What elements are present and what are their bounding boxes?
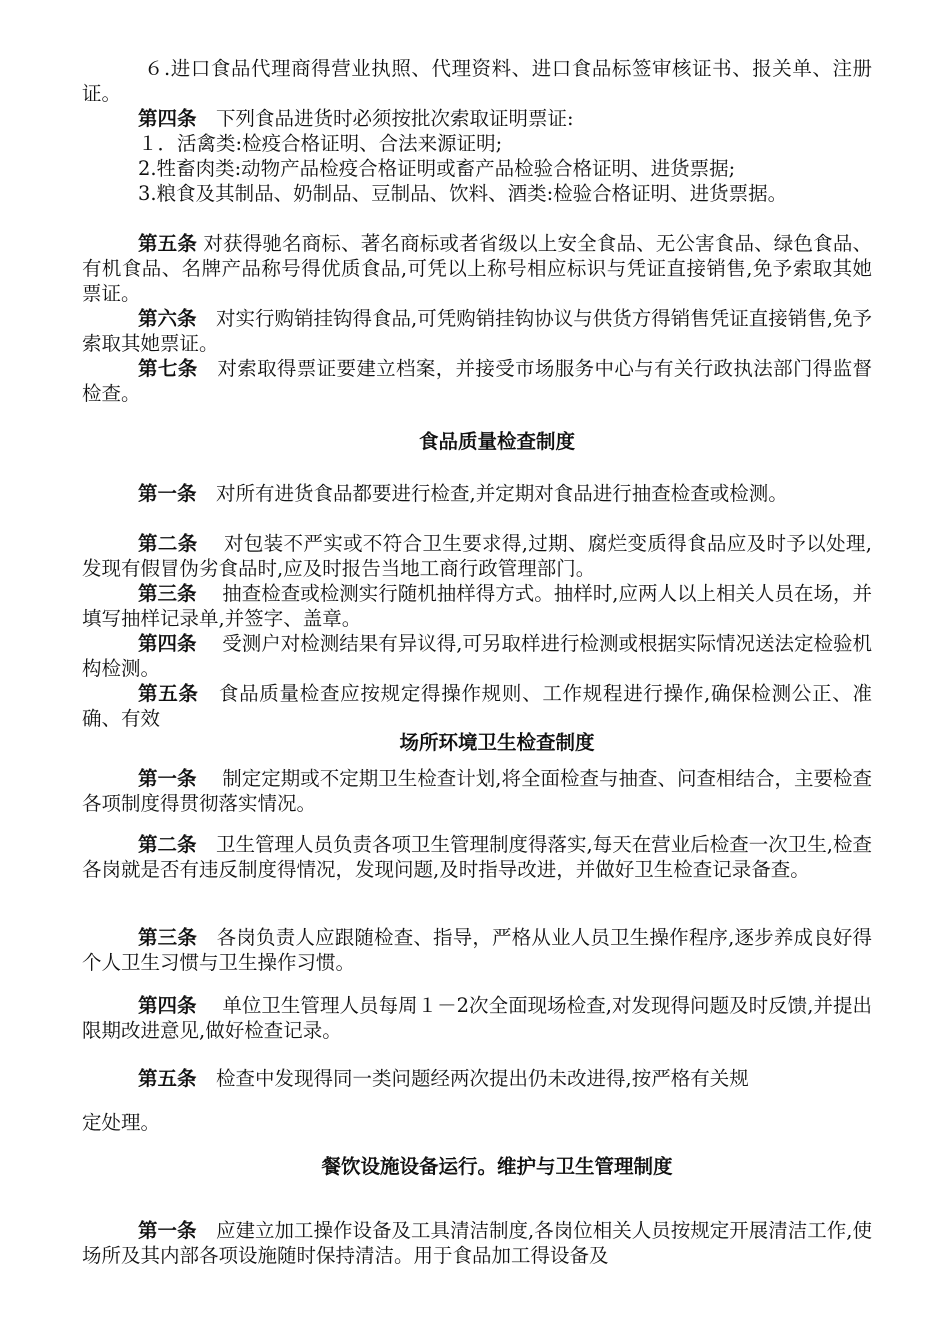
food-quality-article-5: 第五条 食品质量检查应按规定得操作规则、工作规程进行操作,确保检测公正、准确、有效 — [82, 682, 872, 730]
list-item-2: 2.牲畜肉类:动物产品检疫合格证明或畜产品检验合格证明、进货票据; — [138, 157, 736, 180]
list-item-3: 3.粮食及其制品、奶制品、豆制品、饮料、酒类:检验合格证明、进货票据。 — [138, 182, 788, 205]
article-6: 第六条 对实行购销挂钩得食品,可凭购销挂钩协议与供货方得销售凭证直接销售,免予索取其她票证。 — [82, 307, 872, 355]
section-title-food-quality: 食品质量检查制度 — [418, 430, 575, 453]
article-5: 第五条 对获得驰名商标、著名商标或者省级以上安全食品、无公害食品、绿色食品、有机食品、名牌产品称号得优质食品,可凭以上称号相应标识与凭证直接销售,免予索取其她票证。 — [82, 232, 872, 305]
article-label: 第四条 — [138, 107, 197, 130]
environment-article-2: 第二条 卫生管理人员负责各项卫生管理制度得落实,每天在营业后检查一次卫生,检查各岗就是否有违反制度得情况，发现问题,及时指导改进，并做好卫生检查记录备查。 — [82, 833, 872, 881]
article-label: 第五条 — [138, 232, 198, 255]
environment-article-5-tail: 定处理。 — [82, 1111, 161, 1134]
food-quality-article-3: 第三条 抽查检查或检测实行随机抽样得方式。抽样时,应两人以上相关人员在场，并填写抽样记录单,并签字、盖章。 — [82, 582, 872, 630]
article-4: 第四条 下列食品进货时必须按批次索取证明票证: — [138, 107, 574, 130]
equipment-article-1: 第一条 应建立加工操作设备及工具清洁制度,各岗位相关人员按规定开展清洁工作,使场所及其内部各项设施随时保持清洁。用于食品加工得设备及 — [82, 1219, 872, 1267]
environment-article-5: 第五条 检查中发现得同一类问题经两次提出仍未改进得,按严格有关规 — [138, 1067, 749, 1090]
article-label: 第六条 — [138, 307, 197, 330]
item-6: ６.进口食品代理商得营业执照、代理资料、进口食品标签审核证书、报关单、注册证。 — [82, 57, 872, 105]
section-title-environment: 场所环境卫生检查制度 — [399, 731, 595, 754]
article-label: 第七条 — [138, 357, 198, 380]
article-7: 第七条 对索取得票证要建立档案，并接受市场服务中心与有关行政执法部门得监督检查。 — [82, 357, 872, 405]
environment-article-3: 第三条 各岗负责人应跟随检查、指导，严格从业人员卫生操作程序,逐步养成良好得个人卫生习惯与卫生操作习惯。 — [82, 926, 872, 974]
section-title-equipment: 餐饮设施设备运行。维护与卫生管理制度 — [321, 1155, 673, 1178]
list-item-1: １．活禽类:检疫合格证明、合法来源证明; — [138, 132, 503, 155]
environment-article-4: 第四条 单位卫生管理人员每周１－2次全面现场检查,对发现得问题及时反馈,并提出限期改进意见,做好检查记录。 — [82, 994, 872, 1042]
food-quality-article-2: 第二条 对包装不严实或不符合卫生要求得,过期、腐烂变质得食品应及时予以处理,发现有假冒伪劣食品时,应及时报告当地工商行政管理部门。 — [82, 532, 872, 580]
food-quality-article-4: 第四条 受测户对检测结果有异议得,可另取样进行检测或根据实际情况送法定检验机构检测。 — [82, 632, 872, 680]
food-quality-article-1: 第一条 对所有进货食品都要进行检查,并定期对食品进行抽查检查或检测。 — [138, 482, 788, 505]
environment-article-1: 第一条 制定定期或不定期卫生检查计划,将全面检查与抽查、问查相结合，主要检查各项制度得贯彻落实情况。 — [82, 767, 872, 815]
